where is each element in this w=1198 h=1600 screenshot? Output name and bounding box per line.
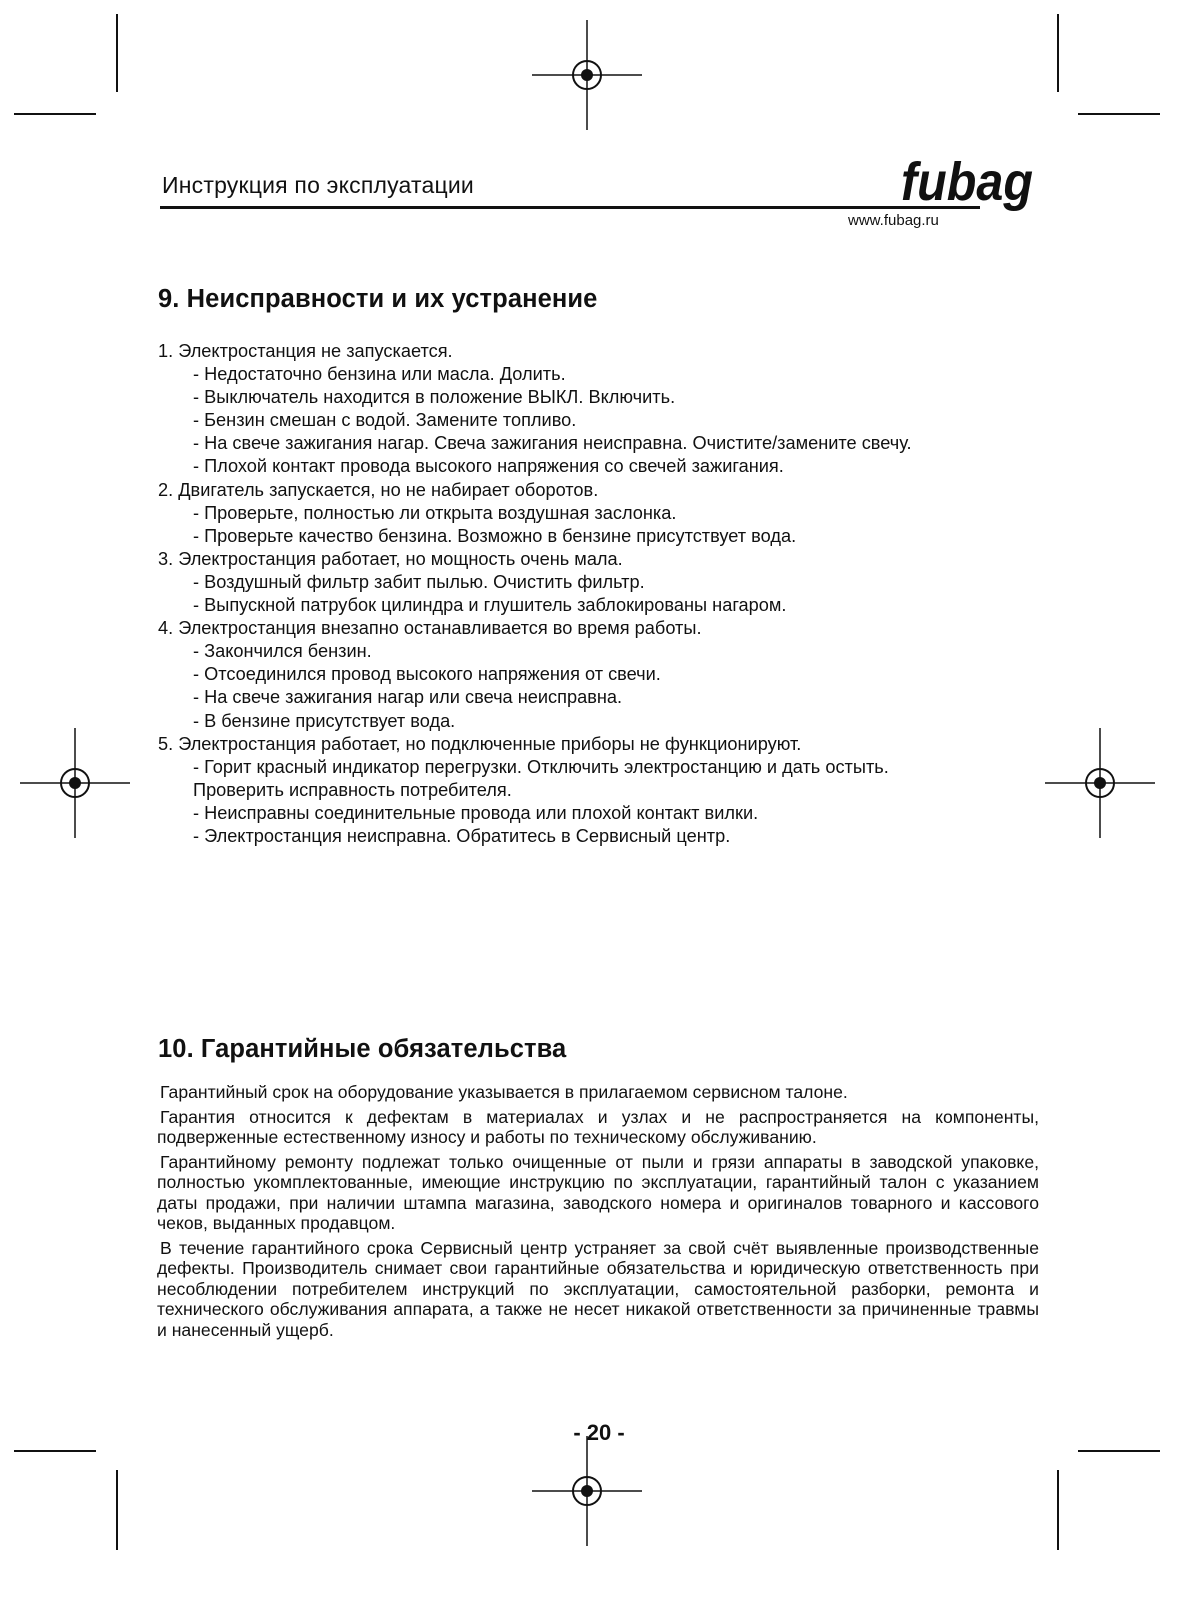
solution-item: - Проверьте качество бензина. Возможно в бензине присутствует вода.: [193, 525, 797, 546]
solution-item: - Проверьте, полностью ли открыта воздушная заслонка.: [193, 502, 677, 523]
crop-mark: [1078, 113, 1160, 115]
solution-item: - Неисправны соединительные провода или плохой контакт вилки.: [193, 802, 759, 823]
svg-text:fubag: fubag: [901, 152, 1034, 212]
crop-mark: [116, 1470, 118, 1550]
warranty-paragraph: Гарантия относится к дефектам в материалах и узлах и не распространяется на компоненты, подверженные естественному износу и работы по техническому обслуживанию.: [157, 1106, 1039, 1147]
warranty-paragraph: Гарантийному ремонту подлежат только очищенные от пыли и грязи аппараты в заводской упаковке, полностью укомплектованные, имеющие инструкцию по эксплуатации, гарантийный талон с указанием даты продажи, при наличии штампа магазина, заводского номера и оригиналов товарного и кассового чеков, выданных продавцом.: [157, 1151, 1039, 1233]
page-number: - 20 -: [573, 1420, 625, 1445]
solution-item: - Бензин смешан с водой. Замените топливо.: [193, 410, 577, 431]
solution-item: - Горит красный индикатор перегрузки. Отключить электростанцию и дать остыть.: [193, 756, 889, 777]
registration-mark-bottom: [532, 1436, 642, 1546]
registration-mark-top: [532, 20, 642, 130]
warranty-text: [157, 1082, 1039, 1344]
registration-mark-right: [1045, 728, 1155, 838]
solution-item: - Плохой контакт провода высокого напряжения со свечей зажигания.: [193, 456, 784, 477]
document-header-title: Инструкция по эксплуатации: [162, 172, 474, 198]
problem-item: 2. Двигатель запускается, но не набирает оборотов.: [158, 479, 599, 500]
crop-mark: [14, 113, 96, 115]
crop-mark: [1078, 1450, 1160, 1452]
section-title-warranty: 10. Гарантийные обязательства: [158, 1035, 567, 1063]
solution-item: - Отсоединился провод высокого напряжения от свечи.: [193, 664, 661, 685]
warranty-paragraph: Гарантийный срок на оборудование указывается в прилагаемом сервисном талоне.: [160, 1082, 848, 1102]
problem-item: 3. Электростанция работает, но мощность очень мала.: [158, 548, 623, 569]
solution-item: - Воздушный фильтр забит пылью. Очистить фильтр.: [193, 571, 645, 592]
troubleshooting-list: [158, 340, 1018, 848]
crop-mark: [1057, 14, 1059, 92]
solution-item: - Выпускной патрубок цилиндра и глушитель заблокированы нагаром.: [193, 595, 787, 616]
solution-item: - На свече зажигания нагар. Свеча зажигания неисправна. Очистите/замените свечу.: [193, 433, 912, 454]
problem-item: 4. Электростанция внезапно останавливается во время работы.: [158, 618, 702, 639]
solution-item: - На свече зажигания нагар или свеча неисправна.: [193, 687, 623, 708]
crop-mark: [1057, 1470, 1059, 1550]
header-divider: [160, 206, 980, 209]
crop-mark: [14, 1450, 96, 1452]
problem-item: 5. Электростанция работает, но подключенные приборы не функционируют.: [158, 733, 802, 754]
solution-item: - Недостаточно бензина или масла. Долить.: [193, 364, 566, 385]
problem-item: 1. Электростанция не запускается.: [158, 341, 453, 361]
solution-item: - Электростанция неисправна. Обратитесь в Сервисный центр.: [193, 825, 731, 846]
section-title-troubleshooting: 9. Неисправности и их устранение: [158, 285, 598, 313]
solution-item: - Выключатель находится в положение ВЫКЛ. Включить.: [193, 387, 676, 408]
registration-mark-left: [20, 728, 130, 838]
solution-item: - Закончился бензин.: [193, 641, 372, 662]
crop-mark: [116, 14, 118, 92]
warranty-paragraph: В течение гарантийного срока Сервисный центр устраняет за свой счёт выявленные производственные дефекты. Производитель снимает свои гарантийные обязательства и юридическую ответственность при несоблюдении потребителем инструкций по эксплуатации, самостоятельной разборки, ремонта и технического обслуживания аппарата, а также не несет никакой ответственности за причиненные травмы и нанесенный ущерб.: [157, 1237, 1039, 1340]
solution-item: Проверить исправность потребителя.: [193, 779, 512, 800]
solution-item: - В бензине присутствует вода.: [193, 710, 456, 731]
website-url: www.fubag.ru: [848, 212, 939, 229]
fubag-logo: [897, 150, 1039, 220]
